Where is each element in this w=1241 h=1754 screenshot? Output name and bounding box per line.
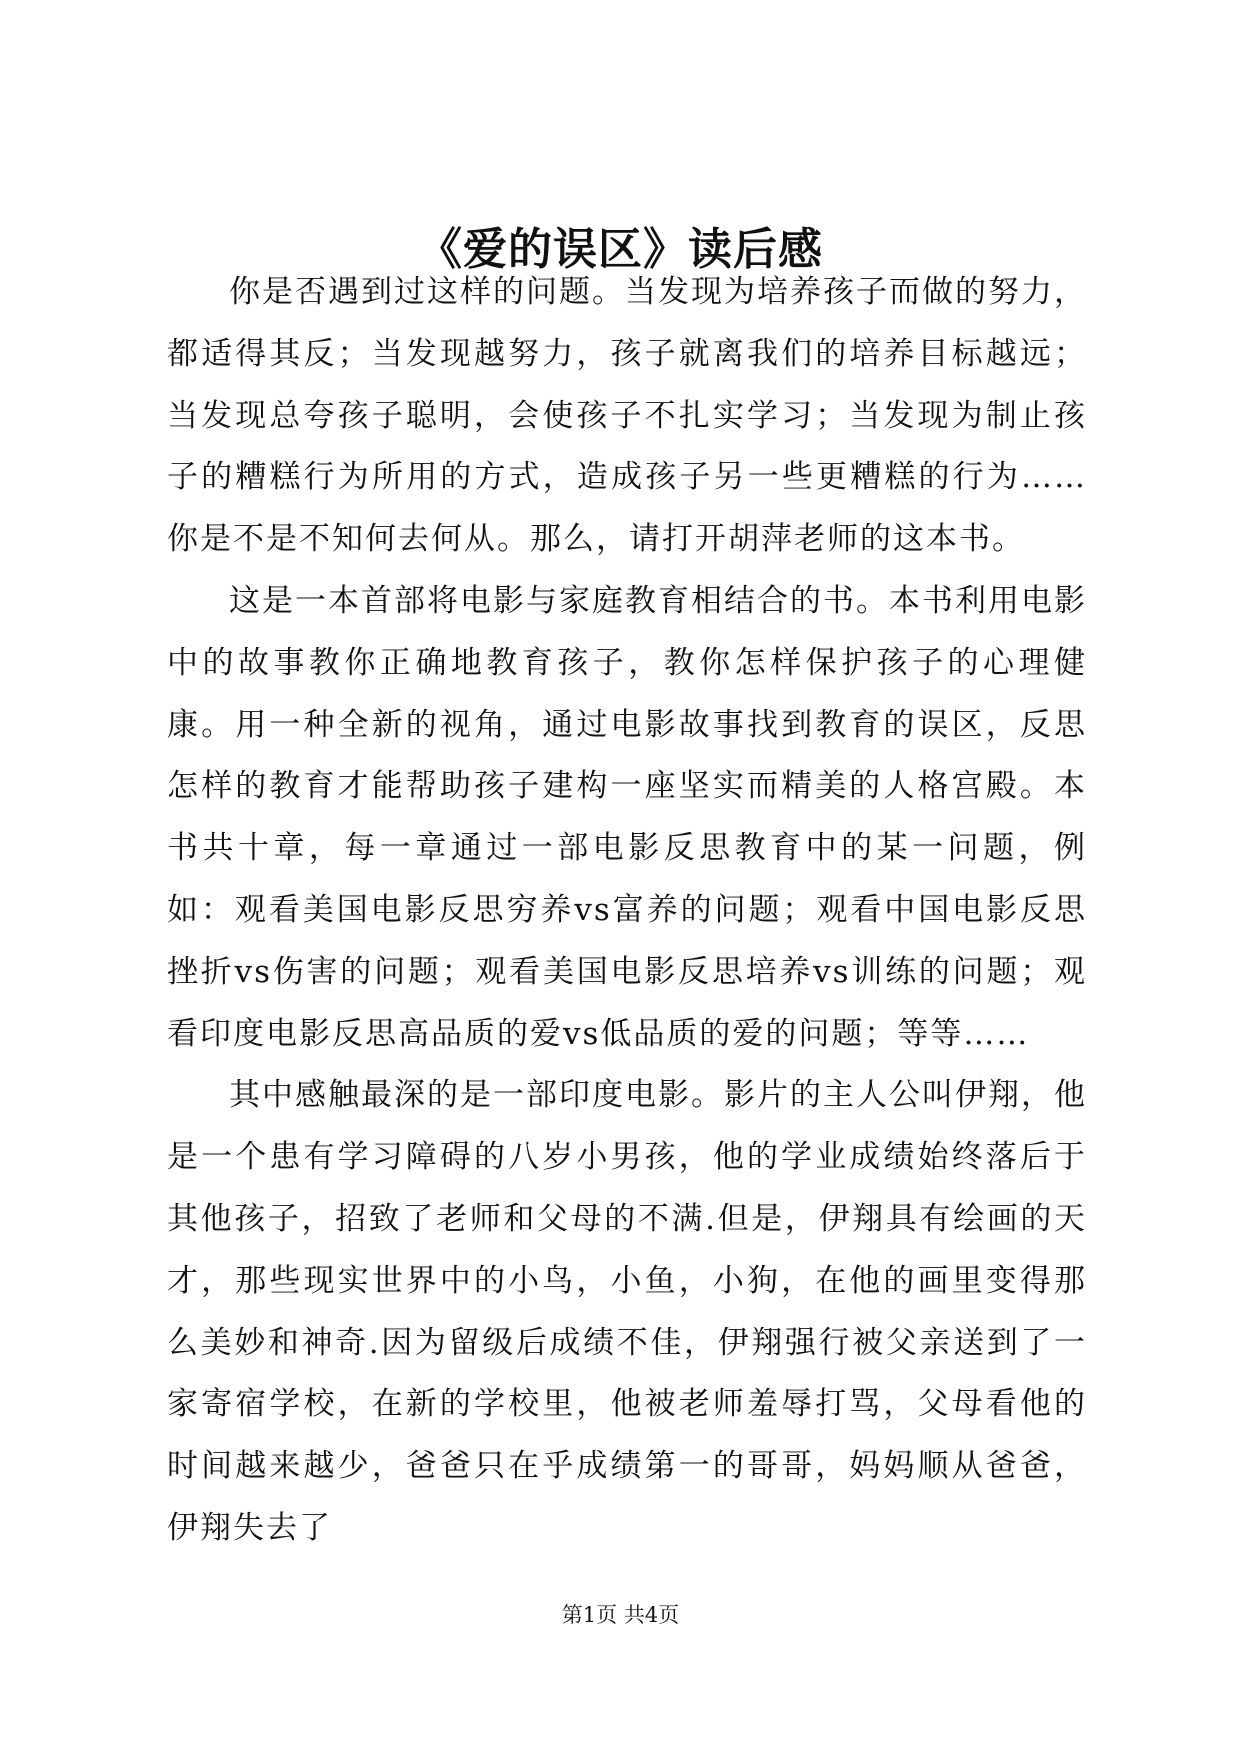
page-number-footer: 第1页 共4页 [561, 1603, 680, 1627]
paragraph: 你是否遇到过这样的问题。当发现为培养孩子而做的努力，都适得其反；当发现越努力，孩子就离我们的培养目标越远；当发现总夸孩子聪明，会使孩子不扎实学习；当发现为制止孩子的糟糕行为所用的方式，造成孩子另一些更糟糕的行为……你是不是不知何去何从。那么，请打开胡萍老师的这本书。 [167, 274, 1087, 558]
paragraph: 这是一本首部将电影与家庭教育相结合的书。本书利用电影中的故事教你正确地教育孩子，教你怎样保护孩子的心理健康。用一种全新的视角，通过电影故事找到教育的误区，反思怎样的教育才能帮助孩子建构一座坚实而精美的人格宫殿。本书共十章，每一章通过一部电影反思教育中的某一问题，例如：观看美国电影反思穷养vs富养的问题；观看中国电影反思挫折vs伤害的问题；观看美国电影反思培养vs训练的问题；观看印度电影反思高品质的爱vs低品质的爱的问题；等等…… [167, 582, 1087, 1052]
document-body [167, 262, 1087, 1560]
paragraph: 其中感触最深的是一部印度电影。影片的主人公叫伊翔，他是一个患有学习障碍的八岁小男孩，他的学业成绩始终落后于其他孩子，招致了老师和父母的不满.但是，伊翔具有绘画的天才，那些现实世界中的小鸟，小鱼，小狗，在他的画里变得那么美妙和神奇.因为留级后成绩不佳，伊翔强行被父亲送到了一家寄宿学校，在新的学校里，他被老师羞辱打骂，父母看他的时间越来越少，爸爸只在乎成绩第一的哥哥，妈妈顺从爸爸，伊翔失去了 [167, 1077, 1087, 1546]
document-title: 《爱的误区》读后感 [418, 224, 823, 275]
